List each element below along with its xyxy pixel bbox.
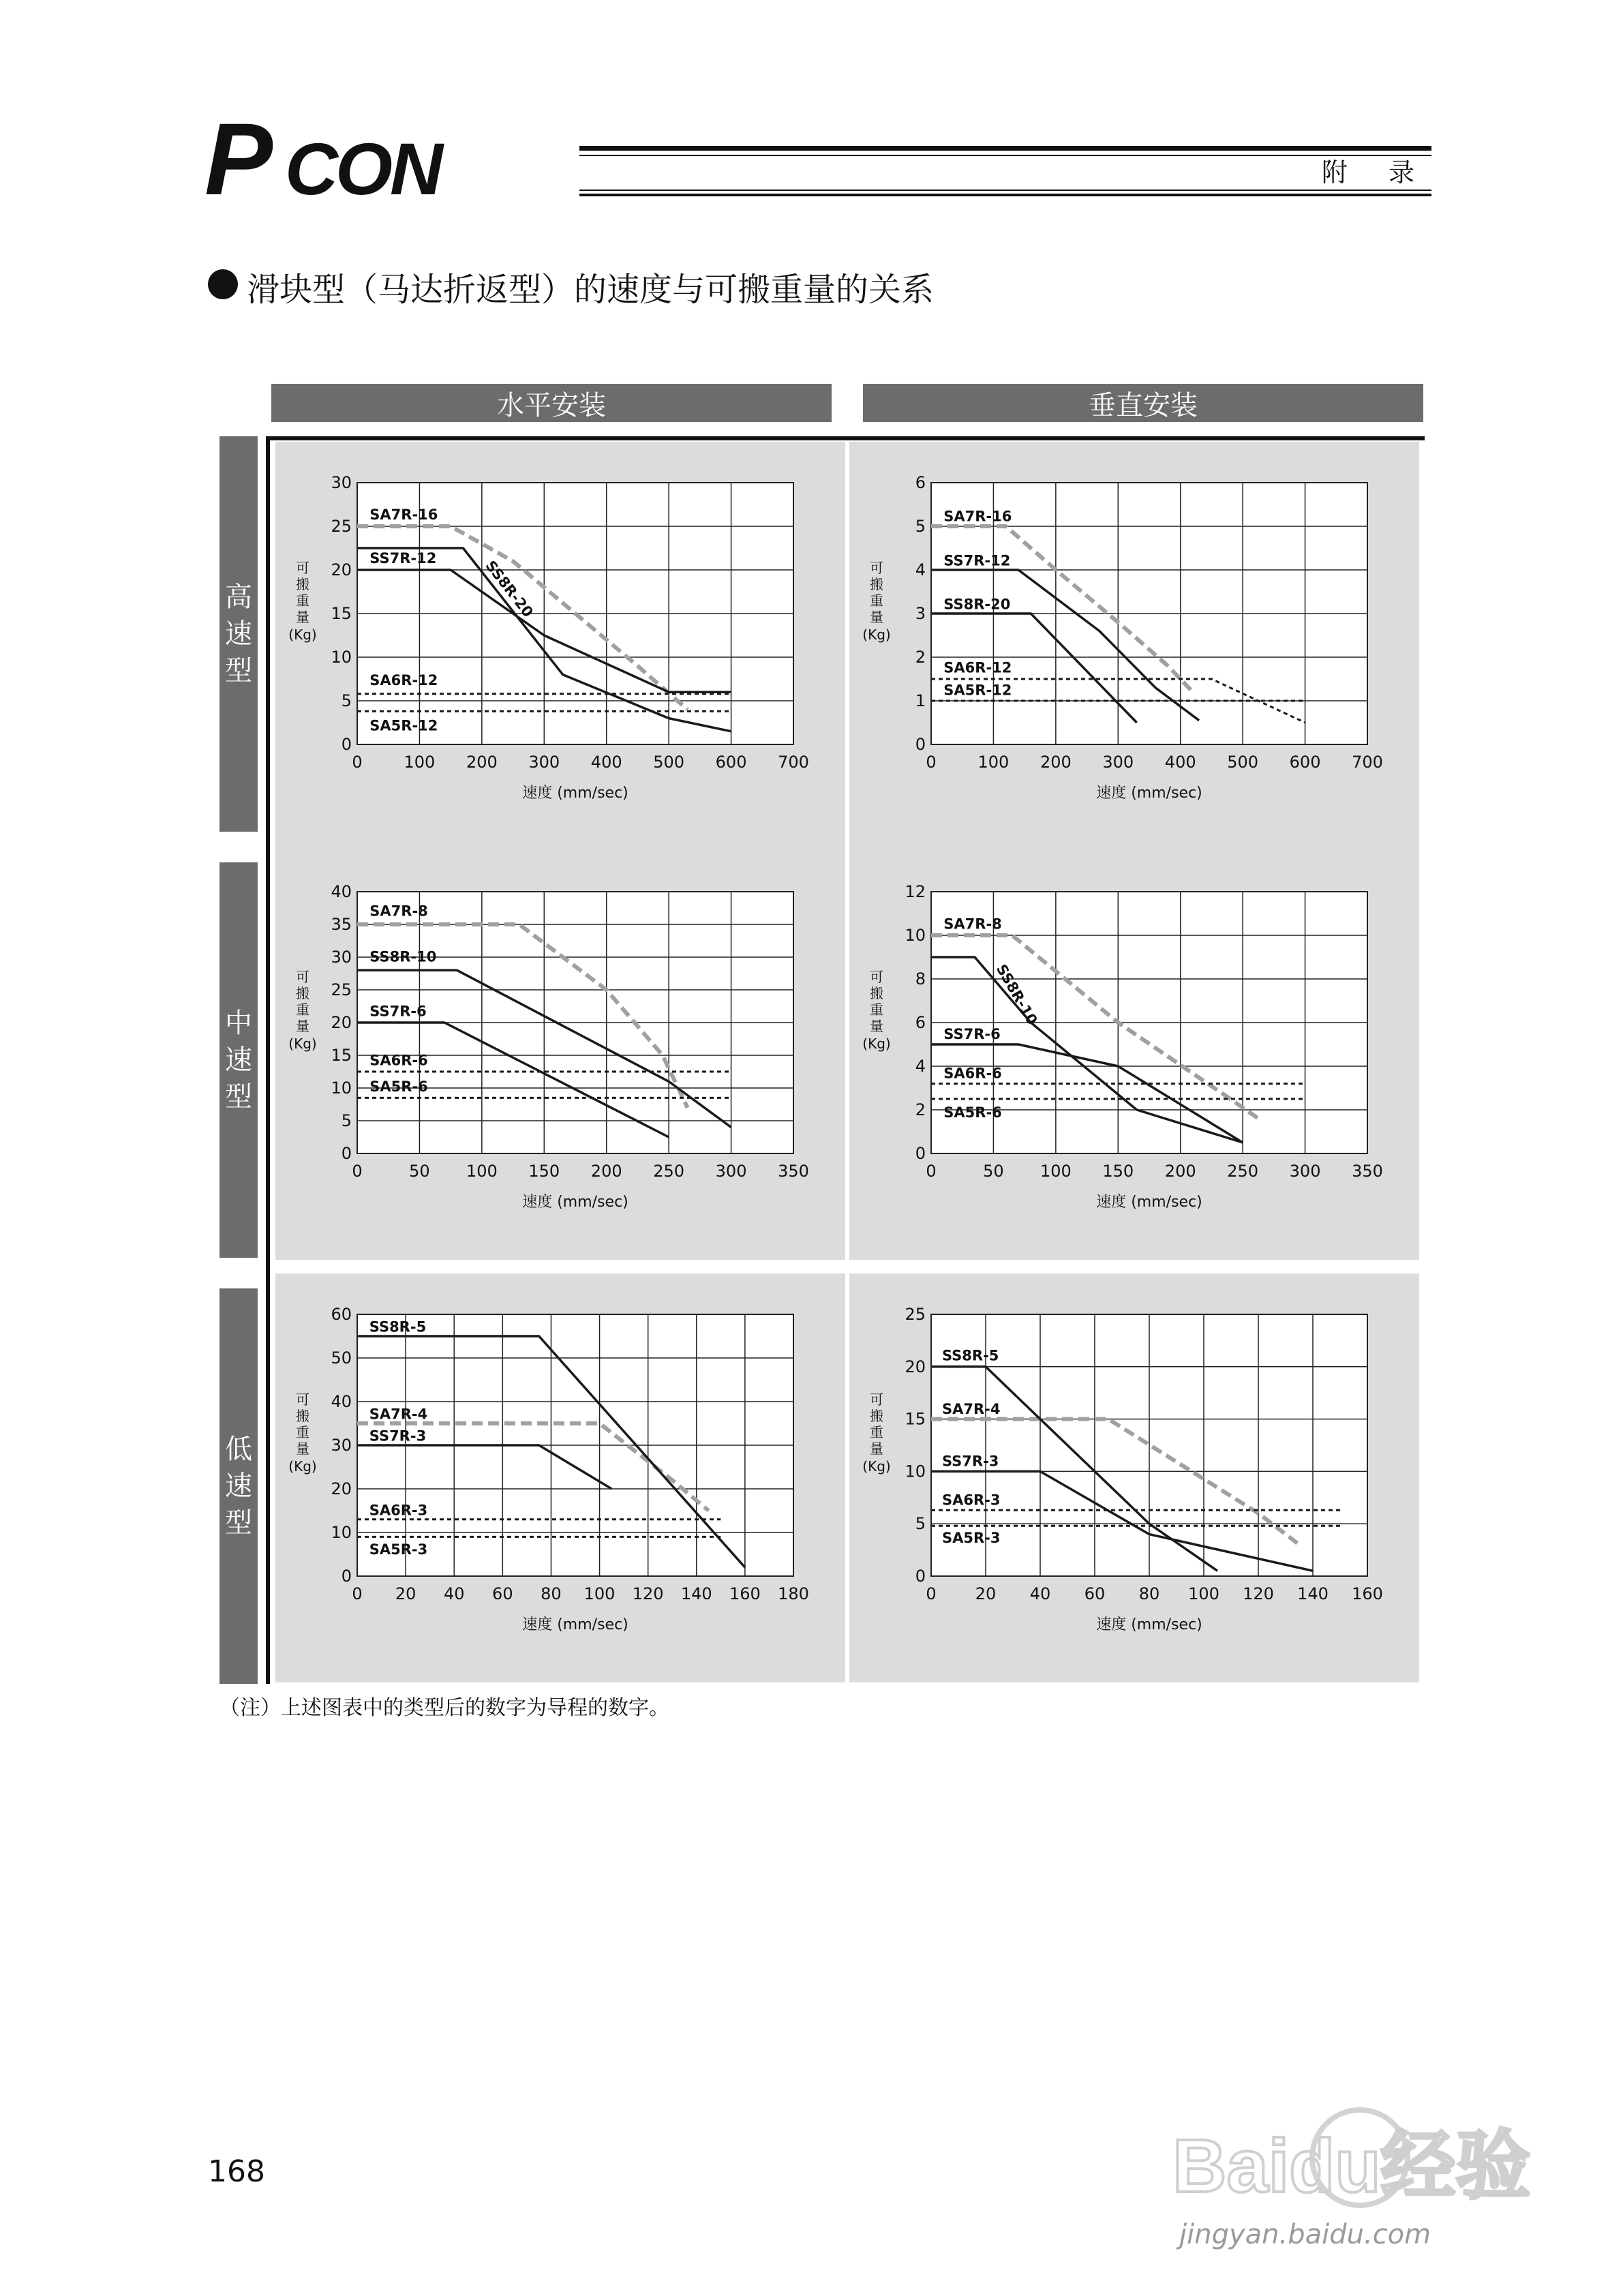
x-axis-label: 速度 (mm/sec): [522, 1194, 628, 1211]
y-tick-label: 5: [341, 691, 352, 710]
y-tick-label: 8: [915, 969, 926, 988]
series-label-sa6r-3: SA6R-3: [369, 1502, 428, 1519]
x-tick-label: 120: [632, 1584, 664, 1603]
series-label-ss7r-12: SS7R-12: [369, 549, 437, 567]
series-label-ss7r-3: SS7R-3: [369, 1428, 427, 1445]
x-tick-label: 100: [977, 753, 1010, 772]
y-tick-label: 1: [915, 691, 926, 710]
y-tick-label: 20: [331, 1479, 352, 1498]
x-tick-label: 0: [352, 753, 363, 772]
y-tick-label: 25: [331, 980, 352, 999]
x-tick-label: 40: [443, 1584, 465, 1603]
series-label-sa5r-6: SA5R-6: [943, 1104, 1002, 1121]
section-label: 附 录: [1321, 157, 1431, 187]
y-tick-label: 60: [331, 1305, 352, 1324]
watermark-url: jingyan.baidu.com: [1179, 2219, 1431, 2250]
x-axis-label: 速度 (mm/sec): [522, 1616, 628, 1633]
y-tick-label: 6: [915, 473, 926, 492]
series-label-sa5r-12: SA5R-12: [369, 717, 438, 734]
chart-svg: [849, 442, 1419, 851]
y-tick-label: 10: [331, 1523, 352, 1542]
x-tick-label: 100: [583, 1584, 616, 1603]
series-label-sa5r-3: SA5R-3: [369, 1541, 428, 1558]
y-tick-label: 4: [915, 560, 926, 579]
y-tick-label: 25: [905, 1305, 926, 1324]
y-tick-label: 10: [905, 1462, 926, 1481]
header-rule: [579, 146, 1431, 196]
y-tick-label: 0: [915, 735, 926, 754]
row-header-mid-speed: 中速型: [219, 862, 258, 1258]
column-header-vertical: 垂直安装: [863, 384, 1423, 422]
y-tick-label: 0: [341, 1144, 352, 1163]
x-tick-label: 0: [352, 1162, 363, 1181]
series-label-ss8r-10: SS8R-10: [992, 961, 1041, 1028]
x-tick-label: 700: [778, 753, 809, 772]
series-label-sa7r-8: SA7R-8: [369, 903, 428, 920]
y-tick-label: 15: [905, 1409, 926, 1429]
x-tick-label: 250: [1227, 1162, 1259, 1181]
x-tick-label: 50: [409, 1162, 430, 1181]
x-tick-label: 0: [926, 1584, 937, 1603]
series-label-sa7r-16: SA7R-16: [369, 506, 438, 523]
series-label-sa6r-3: SA6R-3: [942, 1492, 1001, 1509]
y-tick-label: 3: [915, 604, 926, 623]
series-label-sa7r-4: SA7R-4: [369, 1406, 428, 1423]
x-tick-label: 20: [395, 1584, 416, 1603]
chart-svg: [275, 442, 845, 851]
chart-svg: [275, 1273, 845, 1682]
x-tick-label: 250: [653, 1162, 685, 1181]
series-label-ss8r-5: SS8R-5: [369, 1318, 427, 1335]
y-tick-label: 0: [341, 1567, 352, 1586]
series-label-sa6r-12: SA6R-12: [943, 659, 1012, 676]
x-tick-label: 400: [1164, 753, 1196, 772]
x-tick-label: 700: [1352, 753, 1383, 772]
x-tick-label: 200: [590, 1162, 622, 1181]
y-tick-label: 20: [331, 560, 352, 579]
y-axis-label: 可搬重量(Kg): [862, 969, 891, 1052]
x-tick-label: 160: [1352, 1584, 1383, 1603]
chart-mid-speed-vertical: [849, 851, 1419, 1260]
x-tick-label: 0: [926, 1162, 937, 1181]
x-axis-label: 速度 (mm/sec): [1096, 1194, 1202, 1211]
series-label-sa6r-6: SA6R-6: [943, 1065, 1002, 1082]
series-label-sa7r-16: SA7R-16: [943, 508, 1012, 525]
x-tick-label: 150: [1102, 1162, 1134, 1181]
x-tick-label: 40: [1029, 1584, 1051, 1603]
x-tick-label: 600: [1289, 753, 1321, 772]
x-tick-label: 400: [590, 753, 622, 772]
series-label-sa7r-4: SA7R-4: [942, 1400, 1001, 1417]
y-tick-label: 10: [331, 1078, 352, 1098]
y-axis-label: 可搬重量(Kg): [288, 560, 317, 643]
x-tick-label: 100: [404, 753, 436, 772]
x-tick-label: 60: [1084, 1584, 1106, 1603]
column-header-horizontal: 水平安装: [271, 384, 832, 422]
y-tick-label: 20: [905, 1357, 926, 1376]
x-tick-label: 200: [1164, 1162, 1196, 1181]
series-label-ss8r-20: SS8R-20: [943, 596, 1011, 613]
y-tick-label: 10: [905, 926, 926, 945]
chart-svg: [849, 1273, 1419, 1682]
chart-svg: [849, 851, 1419, 1260]
x-tick-label: 180: [778, 1584, 809, 1603]
x-tick-label: 140: [1297, 1584, 1329, 1603]
y-tick-label: 4: [915, 1057, 926, 1076]
grid-top-bar: [266, 436, 1425, 440]
chart-mid-speed-horizontal: [275, 851, 845, 1260]
page-number: 168: [208, 2154, 265, 2189]
y-tick-label: 35: [331, 915, 352, 934]
x-tick-label: 120: [1243, 1584, 1274, 1603]
x-tick-label: 150: [528, 1162, 560, 1181]
y-tick-label: 30: [331, 948, 352, 967]
y-tick-label: 2: [915, 1100, 926, 1119]
x-tick-label: 100: [1040, 1162, 1072, 1181]
y-tick-label: 6: [915, 1013, 926, 1032]
x-tick-label: 600: [715, 753, 747, 772]
y-axis-label: 可搬重量(Kg): [288, 969, 317, 1052]
chart-svg: [275, 851, 845, 1260]
y-tick-label: 40: [331, 882, 352, 901]
chart-high-speed-vertical: [849, 442, 1419, 851]
x-tick-label: 0: [352, 1584, 363, 1603]
chart-low-speed-vertical: [849, 1273, 1419, 1682]
watermark-brand: Baidu经验: [1172, 2124, 1531, 2208]
x-tick-label: 300: [1289, 1162, 1321, 1181]
page-title: 滑块型（马达折返型）的速度与可搬重量的关系: [247, 271, 935, 309]
x-tick-label: 350: [778, 1162, 809, 1181]
row-header-high-speed: 高速型: [219, 436, 258, 832]
x-tick-label: 100: [466, 1162, 498, 1181]
series-label-ss7r-6: SS7R-6: [943, 1026, 1001, 1042]
x-axis-label: 速度 (mm/sec): [522, 785, 628, 802]
y-tick-label: 30: [331, 473, 352, 492]
footnote: （注）上述图表中的类型后的数字为导程的数字。: [219, 1696, 669, 1720]
row-header-low-speed: 低速型: [219, 1288, 258, 1684]
chart-high-speed-horizontal: [275, 442, 845, 851]
series-label-sa5r-6: SA5R-6: [369, 1078, 428, 1095]
x-tick-label: 140: [680, 1584, 712, 1603]
y-tick-label: 5: [341, 1111, 352, 1130]
series-label-sa7r-8: SA7R-8: [943, 916, 1002, 933]
series-label-ss8r-5: SS8R-5: [942, 1347, 999, 1364]
x-tick-label: 500: [1227, 753, 1259, 772]
grid-left-bar: [266, 436, 270, 1684]
y-tick-label: 0: [915, 1567, 926, 1586]
series-label-ss8r-10: SS8R-10: [369, 948, 437, 965]
y-tick-label: 25: [331, 517, 352, 536]
x-tick-label: 20: [975, 1584, 997, 1603]
pcon-logo: [204, 109, 586, 205]
x-axis-label: 速度 (mm/sec): [1096, 785, 1202, 802]
y-tick-label: 0: [341, 735, 352, 754]
y-tick-label: 15: [331, 1046, 352, 1065]
y-tick-label: 30: [331, 1436, 352, 1455]
x-tick-label: 0: [926, 753, 937, 772]
chart-low-speed-horizontal: [275, 1273, 845, 1682]
x-tick-label: 160: [729, 1584, 761, 1603]
y-axis-label: 可搬重量(Kg): [288, 1391, 317, 1475]
series-label-ss7r-6: SS7R-6: [369, 1003, 427, 1020]
y-tick-label: 40: [331, 1392, 352, 1411]
x-tick-label: 80: [1138, 1584, 1160, 1603]
logo-letters-con: CON: [285, 127, 440, 205]
x-tick-label: 300: [1102, 753, 1134, 772]
y-tick-label: 5: [915, 1514, 926, 1534]
y-axis-label: 可搬重量(Kg): [862, 1391, 891, 1475]
x-tick-label: 60: [492, 1584, 513, 1603]
y-tick-label: 5: [915, 517, 926, 536]
series-label-sa6r-12: SA6R-12: [369, 671, 438, 689]
series-label-ss7r-3: SS7R-3: [942, 1453, 999, 1470]
x-tick-label: 300: [715, 1162, 747, 1181]
title-bullet: [208, 269, 238, 299]
y-tick-label: 10: [331, 648, 352, 667]
y-tick-label: 0: [915, 1144, 926, 1163]
y-tick-label: 2: [915, 648, 926, 667]
y-tick-label: 20: [331, 1013, 352, 1032]
x-tick-label: 300: [528, 753, 560, 772]
y-axis-label: 可搬重量(Kg): [862, 560, 891, 643]
x-axis-label: 速度 (mm/sec): [1096, 1616, 1202, 1633]
series-label-sa6r-6: SA6R-6: [369, 1052, 428, 1069]
series-label-sa5r-3: SA5R-3: [942, 1529, 1001, 1546]
series-label-ss8r-20: SS8R-20: [482, 557, 536, 620]
y-tick-label: 15: [331, 604, 352, 623]
x-tick-label: 200: [466, 753, 498, 772]
x-tick-label: 50: [983, 1162, 1004, 1181]
x-tick-label: 200: [1040, 753, 1072, 772]
x-tick-label: 100: [1188, 1584, 1219, 1603]
series-label-sa5r-12: SA5R-12: [943, 682, 1012, 699]
logo-letter-p: P: [204, 109, 273, 205]
x-tick-label: 80: [541, 1584, 562, 1603]
y-tick-label: 50: [331, 1348, 352, 1368]
y-tick-label: 12: [905, 882, 926, 901]
series-label-ss7r-12: SS7R-12: [943, 552, 1011, 569]
x-tick-label: 500: [653, 753, 685, 772]
x-tick-label: 350: [1352, 1162, 1383, 1181]
